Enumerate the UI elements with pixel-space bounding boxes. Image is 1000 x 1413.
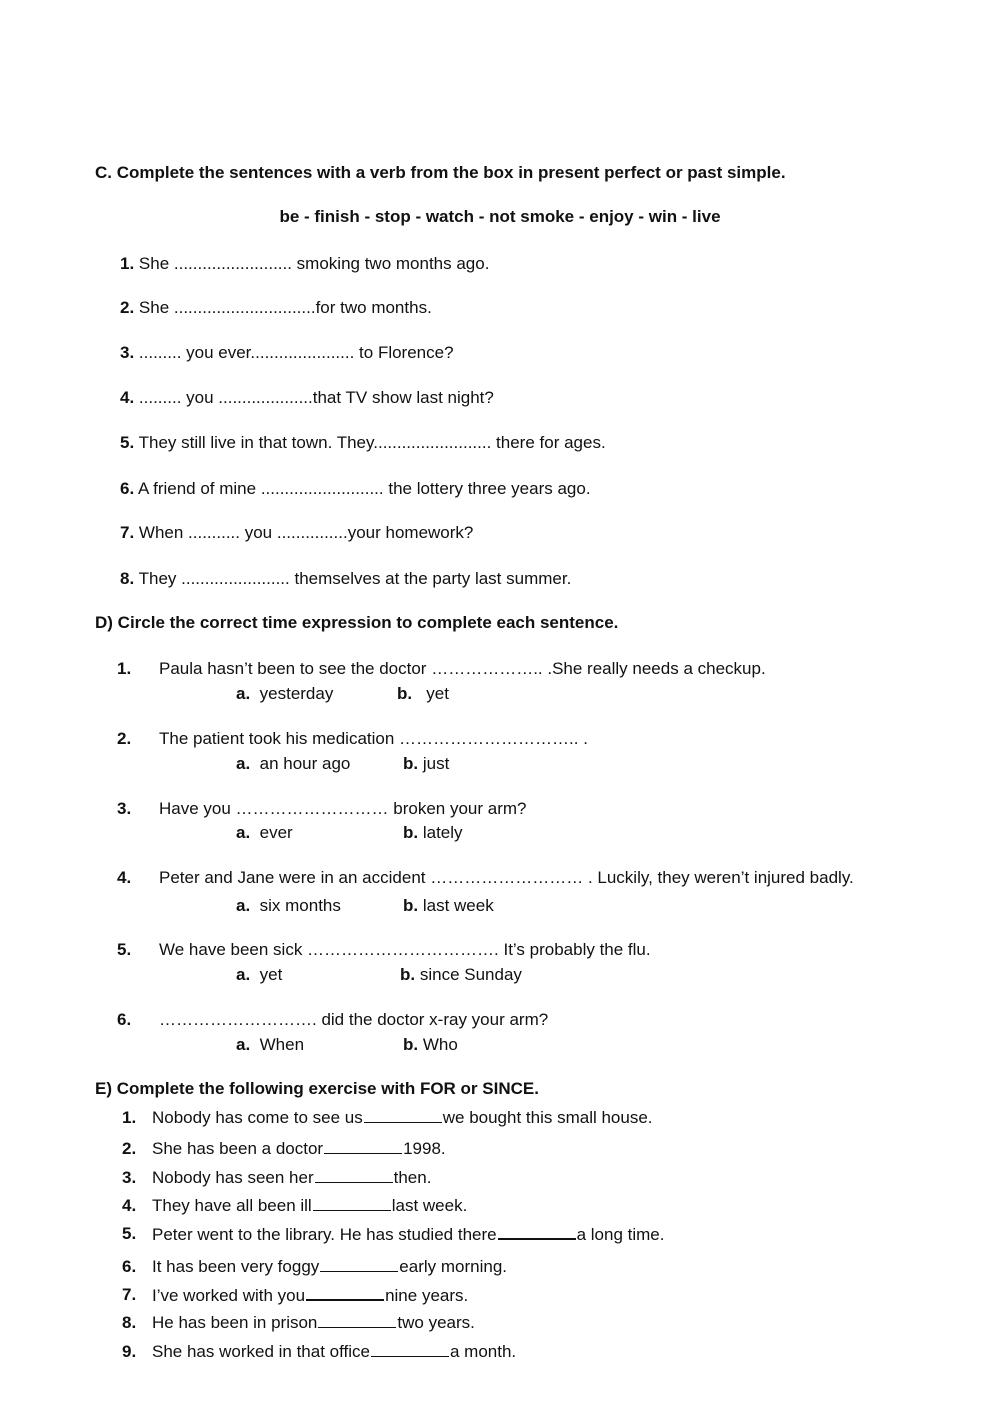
- c-item-number: 6.: [120, 479, 135, 498]
- e-item-3: Nobody has seen her then.: [152, 1168, 432, 1187]
- c-item-number: 8.: [120, 569, 135, 588]
- c-item-2: [120, 298, 432, 318]
- e-item-number: 9.: [122, 1342, 137, 1361]
- d-option-b[interactable]: b. Who: [403, 1035, 458, 1054]
- c-item-3: [120, 343, 454, 363]
- section-d-heading: D) Circle the correct time expression to complete each sentence.: [95, 613, 619, 632]
- c-item-4: [120, 388, 494, 408]
- e-item-number: 8.: [122, 1313, 137, 1332]
- e-item-1: Nobody has come to see us we bought this small house.: [152, 1108, 653, 1127]
- d-item-number: 5.: [117, 940, 132, 959]
- d-item-number: 6.: [117, 1010, 132, 1029]
- c-item-text: A friend of mine .......................... the lottery three years ago.: [134, 479, 591, 498]
- e-item-8: He has been in prison two years.: [152, 1313, 475, 1332]
- c-item-number: 4.: [120, 388, 135, 407]
- section-c-heading: C. Complete the sentences with a verb from the box in present perfect or past simple.: [95, 163, 786, 182]
- c-item-text: They still live in that town. They......................... there for ages.: [134, 433, 606, 452]
- e-item-6: It has been very foggy early morning.: [152, 1257, 507, 1276]
- d-option-a[interactable]: a. six months: [236, 896, 341, 915]
- answer-blank[interactable]: [364, 1108, 442, 1123]
- c-item-text: ......... you ever...................... to Florence?: [134, 343, 454, 362]
- c-item-number: 7.: [120, 523, 135, 542]
- d-item-number: 1.: [117, 659, 132, 678]
- e-item-5: Peter went to the library. He has studied there a long time.: [152, 1225, 665, 1244]
- answer-blank[interactable]: [498, 1224, 576, 1240]
- c-item-text: She ..............................for two months.: [134, 298, 432, 317]
- c-item-number: 2.: [120, 298, 135, 317]
- d-option-a[interactable]: a. ever: [236, 823, 293, 842]
- c-item-number: 5.: [120, 433, 135, 452]
- d-option-a[interactable]: a. When: [236, 1035, 305, 1054]
- e-item-7: I’ve worked with you nine years.: [152, 1286, 469, 1305]
- d-item-question: The patient took his medication ………………………….. .: [159, 729, 588, 748]
- d-item-question: Paula hasn’t been to see the doctor ……………….. .She really needs a checkup.: [159, 659, 766, 678]
- verb-box: be - finish - stop - watch - not smoke - enjoy - win - live: [279, 207, 721, 226]
- c-item-text: When ........... you ...............your homework?: [134, 523, 474, 542]
- e-item-number: 2.: [122, 1139, 137, 1158]
- c-item-8: [120, 569, 571, 589]
- d-option-a[interactable]: a. yet: [236, 965, 283, 984]
- answer-blank[interactable]: [371, 1342, 449, 1357]
- d-option-a[interactable]: a. an hour ago: [236, 754, 351, 773]
- e-item-number: 3.: [122, 1168, 137, 1187]
- d-option-b[interactable]: b. since Sunday: [400, 965, 522, 984]
- d-item-question: We have been sick ……………………………. It’s probably the flu.: [159, 940, 651, 959]
- e-item-number: 4.: [122, 1196, 137, 1215]
- e-item-4: They have all been ill last week.: [152, 1196, 468, 1215]
- e-item-number: 1.: [122, 1108, 137, 1127]
- c-item-5: [120, 433, 606, 453]
- c-item-text: ......... you ....................that TV show last night?: [134, 388, 494, 407]
- d-option-a[interactable]: a. yesterday: [236, 684, 334, 703]
- d-item-question: ………………………. did the doctor x-ray your arm?: [159, 1010, 549, 1029]
- d-option-b[interactable]: b. just: [403, 754, 450, 773]
- c-item-7: [120, 523, 473, 543]
- c-item-number: 3.: [120, 343, 135, 362]
- d-item-question: Have you ……………………… broken your arm?: [159, 799, 527, 818]
- answer-blank[interactable]: [313, 1196, 391, 1211]
- answer-blank[interactable]: [315, 1168, 393, 1183]
- d-item-number: 3.: [117, 799, 132, 818]
- e-item-2: She has been a doctor 1998.: [152, 1139, 446, 1158]
- e-item-9: She has worked in that office a month.: [152, 1342, 517, 1361]
- answer-blank[interactable]: [320, 1257, 398, 1272]
- d-item-number: 2.: [117, 729, 132, 748]
- d-option-b[interactable]: b. lately: [403, 823, 463, 842]
- answer-blank[interactable]: [306, 1285, 384, 1301]
- section-e-heading: E) Complete the following exercise with FOR or SINCE.: [95, 1079, 539, 1098]
- e-item-number: 7.: [122, 1285, 137, 1304]
- c-item-6: [120, 479, 591, 499]
- c-item-text: She ......................... smoking two months ago.: [134, 254, 490, 273]
- c-item-text: They ....................... themselves at the party last summer.: [134, 569, 572, 588]
- d-item-question: Peter and Jane were in an accident ……………………… . Luckily, they weren’t injured badly.: [159, 868, 854, 887]
- d-item-number: 4.: [117, 868, 132, 887]
- c-item-1: [120, 254, 489, 274]
- e-item-number: 5.: [122, 1224, 137, 1243]
- answer-blank[interactable]: [318, 1313, 396, 1328]
- d-option-b[interactable]: b. yet: [397, 684, 449, 703]
- e-item-number: 6.: [122, 1257, 137, 1276]
- d-option-b[interactable]: b. last week: [403, 896, 494, 915]
- c-item-number: 1.: [120, 254, 135, 273]
- answer-blank[interactable]: [324, 1139, 402, 1154]
